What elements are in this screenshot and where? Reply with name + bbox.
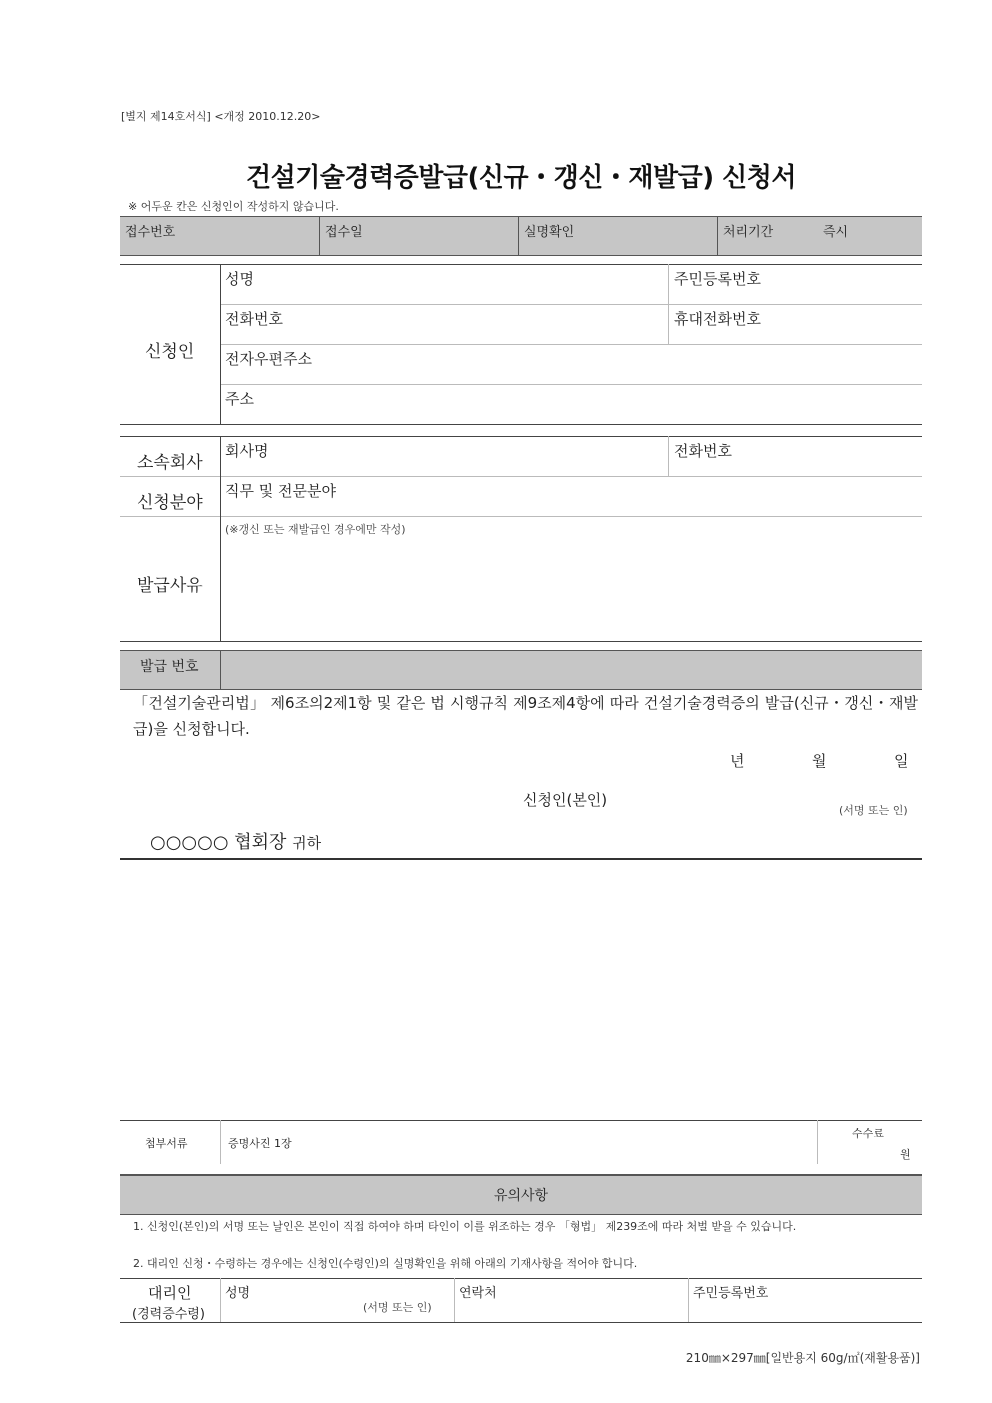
- company-name-field[interactable]: 회사명: [225, 442, 269, 460]
- year-label: 년: [730, 752, 745, 770]
- notice-item-1: 1. 신청인(본인)의 서명 또는 날인은 본인이 직접 하여야 하며 타인이 이를 위조하는 경우 「형법」 제239조에 따라 처벌 받을 수 있습니다.: [133, 1220, 797, 1233]
- reason-note: (※갱신 또는 재발급인 경우에만 작성): [225, 523, 406, 536]
- agent-bottom-border: [120, 1322, 922, 1323]
- reason-bottom-border: [120, 641, 922, 642]
- issue-number-bar: [120, 650, 922, 690]
- processing-period-value: 즉시: [823, 225, 849, 240]
- attachment-top-border: [120, 1120, 922, 1121]
- company-bottom-border: [120, 476, 922, 477]
- page-title: 건설기술경력증발급(신규・갱신・재발급) 신청서: [245, 163, 797, 193]
- processing-period-label: 처리기간: [723, 225, 774, 240]
- reason-section-label: 발급사유: [137, 576, 203, 596]
- receipt-number-label: 접수번호: [125, 225, 176, 240]
- company-col-divider: [668, 436, 669, 476]
- attachment-value: 증명사진 1장: [228, 1137, 292, 1150]
- agent-top-border: [120, 1278, 922, 1279]
- office-use-bar: [120, 216, 922, 256]
- agent-label-divider: [220, 1278, 221, 1322]
- recipient-suffix: 귀하: [292, 834, 322, 852]
- agent-section-label: 대리인: [148, 1284, 192, 1302]
- recipient-label: [150, 828, 321, 854]
- applicant-col-divider: [668, 264, 669, 344]
- receipt-date-cell: [319, 217, 518, 255]
- applicant-section-label: 신청인: [145, 342, 195, 362]
- mobile-field[interactable]: 휴대전화번호: [674, 310, 761, 328]
- field-bottom-border: [120, 516, 922, 517]
- applicant-top-border: [120, 264, 922, 265]
- shaded-note: ※ 어두운 칸은 신청인이 작성하지 않습니다.: [128, 200, 339, 213]
- field-section-label: 신청분야: [137, 493, 203, 513]
- recipient-name: ○○○○○ 협회장: [150, 832, 287, 853]
- month-label: 월: [812, 752, 827, 770]
- issue-number-label: 발급 번호: [140, 659, 199, 675]
- declaration-text: 「건설기술관리법」 제6조의2제1항 및 같은 법 시행규칙 제9조제4항에 따라 건설기술경력증의 발급(신규・갱신・재발급)을 신청합니다.: [133, 694, 918, 738]
- applicant-row-divider-3: [220, 384, 922, 385]
- receipt-date-label: 접수일: [325, 225, 363, 240]
- day-label: 일: [894, 752, 909, 770]
- applicant-bottom-border: [120, 424, 922, 425]
- company-top-border: [120, 436, 922, 437]
- company-phone-field[interactable]: 전화번호: [674, 442, 732, 460]
- fee-divider: [817, 1120, 818, 1164]
- address-field[interactable]: 주소: [225, 390, 254, 408]
- notice-bar: [120, 1174, 922, 1215]
- company-section-label: 소속회사: [137, 453, 203, 473]
- reason-textarea[interactable]: [221, 540, 921, 640]
- form-number: [별지 제14호서식] <개정 2010.12.20>: [121, 110, 321, 123]
- applicant-row-divider-1: [220, 304, 922, 305]
- email-field[interactable]: 전자우편주소: [225, 350, 312, 368]
- phone-field[interactable]: 전화번호: [225, 310, 283, 328]
- agent-name-field[interactable]: 성명: [225, 1286, 251, 1301]
- fee-unit: 원: [900, 1148, 911, 1161]
- applicant-sign-hint[interactable]: (서명 또는 인): [839, 804, 908, 817]
- notice-item-2: 2. 대리인 신청・수령하는 경우에는 신청인(수령인)의 실명확인을 위해 아래의 기재사항을 적어야 합니다.: [133, 1257, 638, 1270]
- attachment-label: 첨부서류: [145, 1137, 188, 1150]
- processing-period-cell: [717, 217, 922, 255]
- applicant-row-divider-2: [220, 344, 922, 345]
- applicant-signature-label: 신청인(본인): [523, 791, 608, 809]
- fee-label: 수수료: [852, 1127, 884, 1140]
- agent-contact-divider: [454, 1278, 455, 1322]
- declaration-bottom-border: [120, 858, 922, 860]
- applicant-label-divider: [220, 264, 221, 424]
- agent-resident-number-field[interactable]: 주민등록번호: [693, 1286, 769, 1301]
- specialty-field[interactable]: 직무 및 전문분야: [225, 482, 336, 500]
- agent-section-sublabel: (경력증수령): [132, 1307, 205, 1322]
- resident-number-field[interactable]: 주민등록번호: [674, 270, 761, 288]
- notice-title: 유의사항: [493, 1188, 549, 1204]
- identity-check-cell: [518, 217, 717, 255]
- identity-check-label: 실명확인: [524, 225, 575, 240]
- agent-contact-field[interactable]: 연락처: [459, 1286, 497, 1301]
- agent-sign-hint[interactable]: (서명 또는 인): [363, 1301, 432, 1314]
- agent-resident-divider: [688, 1278, 689, 1322]
- name-field[interactable]: 성명: [225, 270, 254, 288]
- attachment-label-divider: [220, 1120, 221, 1164]
- paper-spec: 210㎜×297㎜[일반용지 60g/㎡(재활용품)]: [685, 1351, 920, 1365]
- receipt-number-cell: [120, 217, 319, 255]
